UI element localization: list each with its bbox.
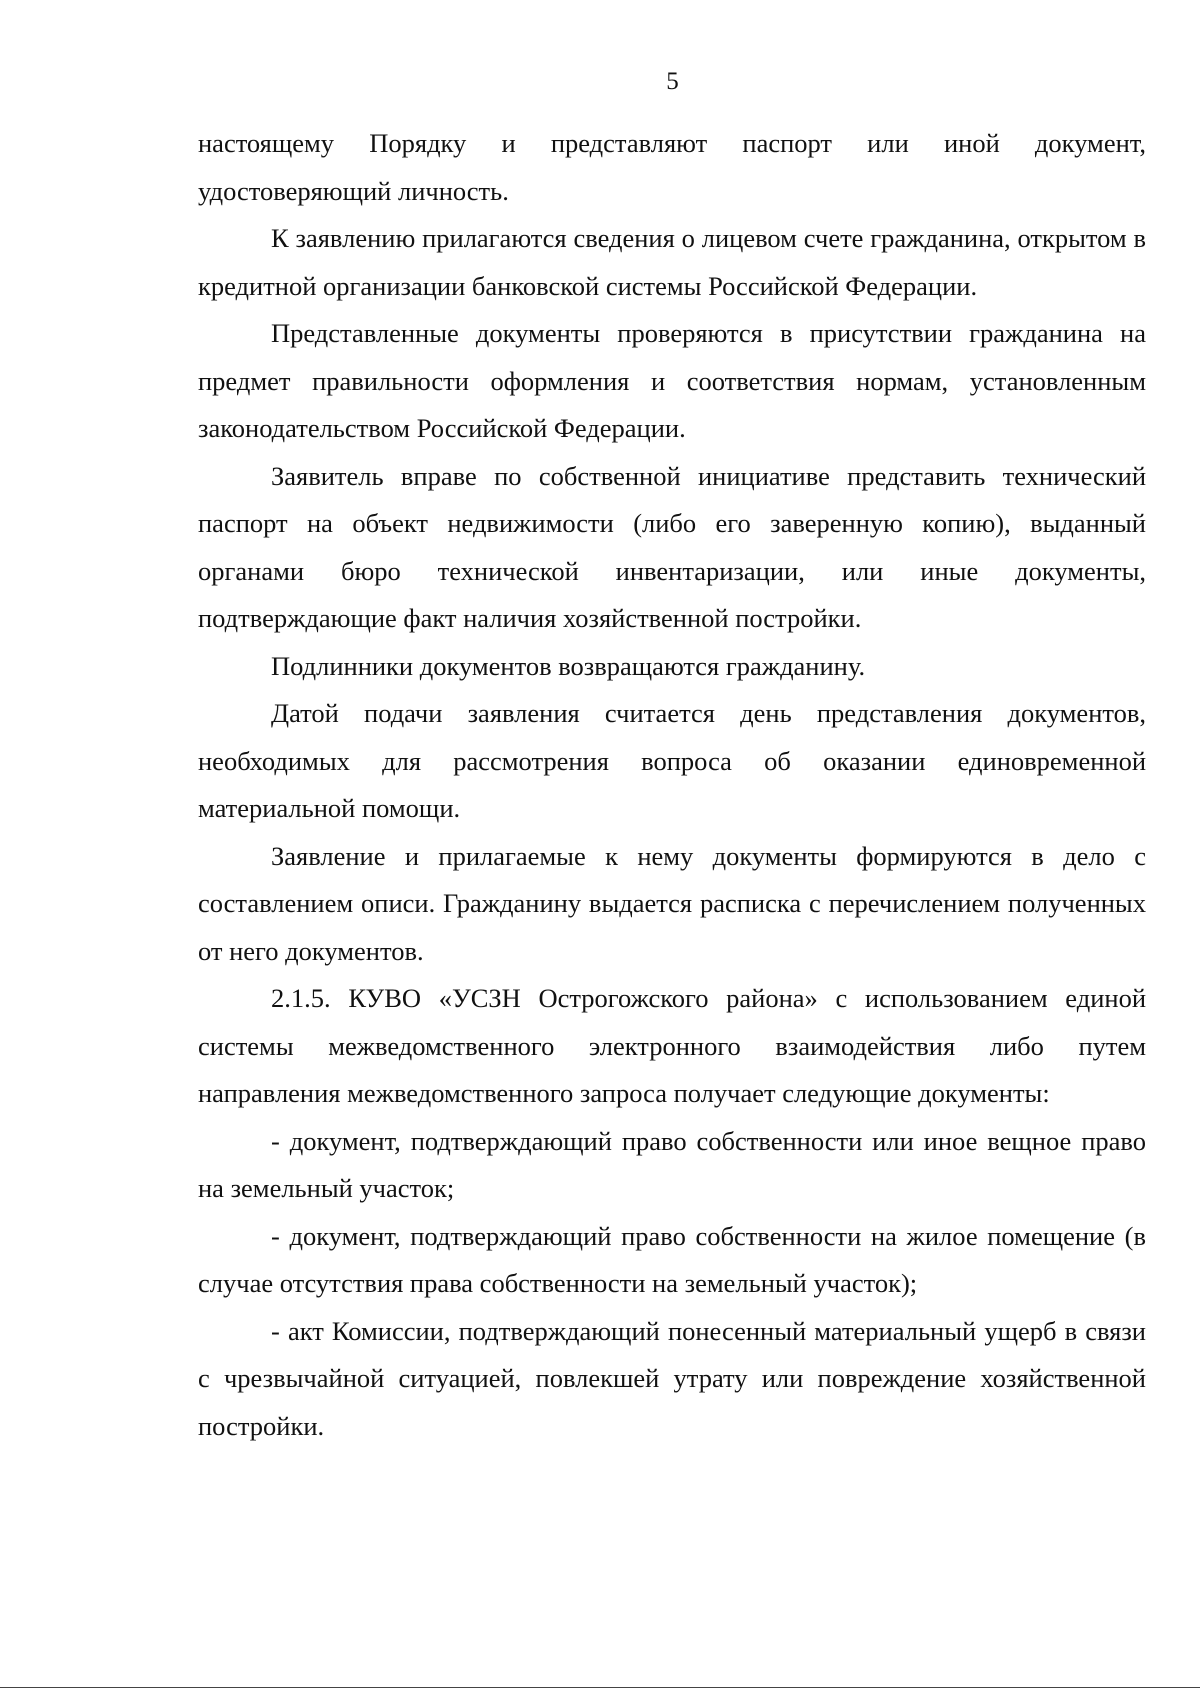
paragraph-5: Подлинники документов возвращаются гражданину. — [271, 650, 866, 681]
paragraph-7: Заявление и прилагаемые к нему документы формируются в дело с составлением описи. Гражданину выдается расписка с перечислением полученных от него документов. — [198, 840, 1146, 966]
page-number: 5 — [666, 68, 679, 95]
list-item-3: - акт Комиссии, подтверждающий понесенный материальный ущерб в связи с чрезвычайной ситуацией, повлекшей утрату или повреждение хозяйственной постройки. — [198, 1315, 1146, 1441]
list-item-2: - документ, подтверждающий право собственности на жилое помещение (в случае отсутствия права собственности на земельный участок); — [198, 1220, 1146, 1298]
paragraph-6: Датой подачи заявления считается день представления документов, необходимых для рассмотрения вопроса об оказании единовременной материальной помощи. — [198, 698, 1146, 823]
paragraph-2: К заявлению прилагаются сведения о лицевом счете гражданина, открытом в кредитной организации банковской системы Российской Федерации. — [198, 223, 1146, 301]
paragraph-3: Представленные документы проверяются в присутствии гражданина на предмет правильности оформления и соответствия нормам, установленным законодательством Российской Федерации. — [198, 318, 1146, 443]
page-bottom-edge — [0, 1687, 1200, 1688]
document-body — [198, 120, 1146, 1450]
paragraph-1: настоящему Порядку и представляют паспорт или иной документ, удостоверяющий личность. — [198, 128, 1146, 206]
list-item-1: - документ, подтверждающий право собственности или иное вещное право на земельный участок; — [198, 1125, 1146, 1203]
paragraph-8: 2.1.5. КУВО «УСЗН Острогожского района» с использованием единой системы межведомственного электронного взаимодействия либо путем направления межведомственного запроса получает следующие документы: — [198, 983, 1146, 1108]
paragraph-4: Заявитель вправе по собственной инициативе представить технический паспорт на объект недвижимости (либо его заверенную копию), выданный органами бюро технической инвентаризации, или иные документы, подтверждающие факт наличия хозяйственной постройки. — [198, 460, 1146, 633]
